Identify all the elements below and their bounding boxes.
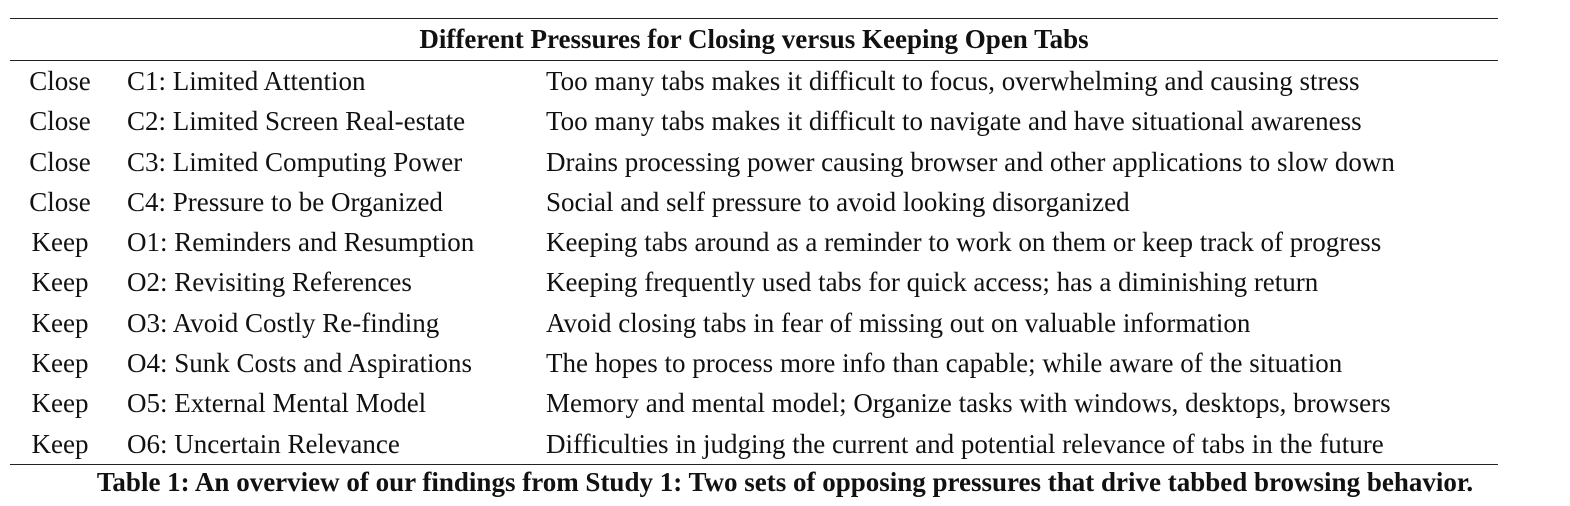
pressure-type: Keep — [31, 428, 89, 459]
pressure-type: Keep — [31, 388, 89, 419]
pressure-code: O5: External Mental Model — [127, 388, 427, 419]
pressure-description: Drains processing power causing browser and other applications to slow down — [546, 146, 1395, 177]
pressure-code: O2: Revisiting References — [127, 267, 412, 298]
pressure-type: Close — [29, 146, 91, 177]
pressure-description: Avoid closing tabs in fear of missing out on valuable information — [546, 307, 1251, 338]
pressure-type: Keep — [31, 348, 89, 379]
pressure-description: Social and self pressure to avoid looking disorganized — [546, 186, 1130, 217]
pressure-code: C2: Limited Screen Real-estate — [127, 106, 466, 137]
pressure-description: The hopes to process more info than capable; while aware of the situation — [546, 348, 1343, 379]
pressure-code: O3: Avoid Costly Re-finding — [127, 307, 440, 338]
pressure-description: Memory and mental model; Organize tasks with windows, desktops, browsers — [546, 388, 1391, 419]
table-title: Different Pressures for Closing versus Keeping Open Tabs — [419, 24, 1089, 54]
pressure-type: Keep — [31, 307, 89, 338]
pressure-type: Close — [29, 66, 91, 96]
pressure-description: Too many tabs makes it difficult to focus, overwhelming and causing stress — [546, 66, 1360, 96]
pressure-description: Difficulties in judging the current and potential relevance of tabs in the future — [546, 428, 1384, 459]
pressure-code: O6: Uncertain Relevance — [127, 428, 400, 459]
pressure-code: O4: Sunk Costs and Aspirations — [127, 348, 473, 379]
pressure-code: C1: Limited Attention — [127, 66, 366, 96]
pressure-type: Close — [29, 186, 91, 217]
pressure-code: C3: Limited Computing Power — [127, 146, 463, 177]
pressure-type: Keep — [31, 227, 89, 258]
pressure-code: C4: Pressure to be Organized — [127, 186, 443, 217]
table-caption: Table 1: An overview of our findings from Study 1: Two sets of opposing pressures that drive tabbed browsing behavior. — [96, 467, 1474, 497]
pressure-description: Too many tabs makes it difficult to navigate and have situational awareness — [546, 106, 1362, 137]
pressure-description: Keeping tabs around as a reminder to work on them or keep track of progress — [546, 227, 1382, 258]
pressure-description: Keeping frequently used tabs for quick access; has a diminishing return — [546, 267, 1319, 298]
pressure-type: Keep — [31, 267, 89, 298]
pressure-code: O1: Reminders and Resumption — [127, 227, 475, 258]
pressure-type: Close — [29, 106, 91, 137]
